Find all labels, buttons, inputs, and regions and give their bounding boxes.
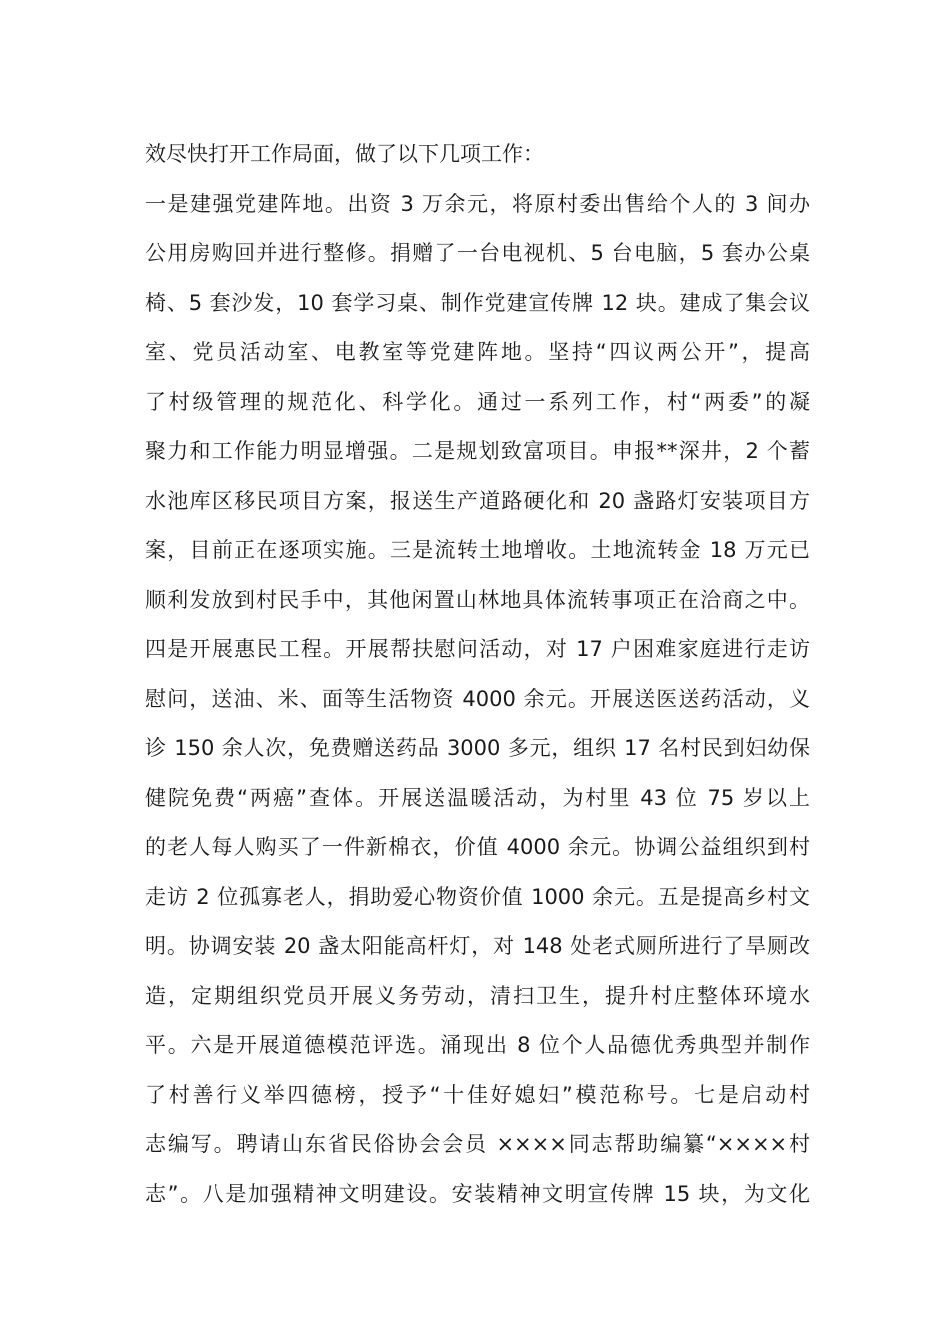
- text-line: 室、党员活动室、电教室等党建阵地。坚持“四议两公开”，提高: [145, 340, 810, 364]
- text-line: 效尽快打开工作局面，做了以下几项工作：: [145, 142, 544, 166]
- text-line: 椅、5 套沙发，10 套学习桌、制作党建宣传牌 12 块。建成了集会议: [145, 290, 810, 315]
- text-line: 健院免费“两癌”查体。开展送温暖活动，为村里 43 位 75 岁以上: [145, 785, 810, 810]
- text-line: 诊 150 余人次，免费赠送药品 3000 多元，组织 17 名村民到妇幼保: [145, 736, 810, 760]
- text-line: 了村善行义举四德榜，授予“十佳好媳妇”模范称号。七是启动村: [145, 1082, 810, 1107]
- text-line: 平。六是开展道德模范评选。涌现出 8 位个人品德优秀典型并制作: [145, 1033, 810, 1057]
- text-line: 公用房购回并进行整修。捐赠了一台电视机、5 台电脑，5 套办公桌: [145, 241, 810, 265]
- text-line: 水池库区移民项目方案，报送生产道路硬化和 20 盏路灯安装项目方: [145, 488, 810, 513]
- text-line: 走访 2 位孤寡老人，捐助爱心物资价值 1000 余元。五是提高乡村文: [145, 884, 810, 909]
- text-line: 慰问，送油、米、面等生活物资 4000 余元。开展送医送药活动，义: [145, 686, 810, 711]
- text-line: 四是开展惠民工程。开展帮扶慰问活动，对 17 户困难家庭进行走访: [145, 637, 810, 661]
- text-line: 志”。八是加强精神文明建设。安装精神文明宣传牌 15 块，为文化: [145, 1181, 810, 1206]
- text-line: 造，定期组织党员开展义务劳动，清扫卫生，提升村庄整体环境水: [145, 983, 810, 1008]
- text-line: 聚力和工作能力明显增强。二是规划致富项目。申报**深井，2 个蓄: [145, 439, 810, 463]
- text-line: 一是建强党建阵地。出资 3 万余元，将原村委出售给个人的 3 间办: [145, 191, 810, 216]
- body-text: [145, 130, 810, 1219]
- text-line: 志编写。聘请山东省民俗协会会员 ××××同志帮助编纂“××××村: [145, 1132, 810, 1156]
- text-line: 案，目前正在逐项实施。三是流转土地增收。土地流转金 18 万元已: [145, 538, 810, 562]
- text-line: 顺利发放到村民手中，其他闲置山林地具体流转事项正在洽商之中。: [145, 587, 810, 612]
- text-line: 的老人每人购买了一件新棉衣，价值 4000 余元。协调公益组织到村: [145, 835, 810, 859]
- text-line: 明。协调安装 20 盏太阳能高杆灯，对 148 处老式厕所进行了旱厕改: [145, 934, 810, 958]
- text-line: 了村级管理的规范化、科学化。通过一系列工作，村“两委”的凝: [145, 389, 810, 414]
